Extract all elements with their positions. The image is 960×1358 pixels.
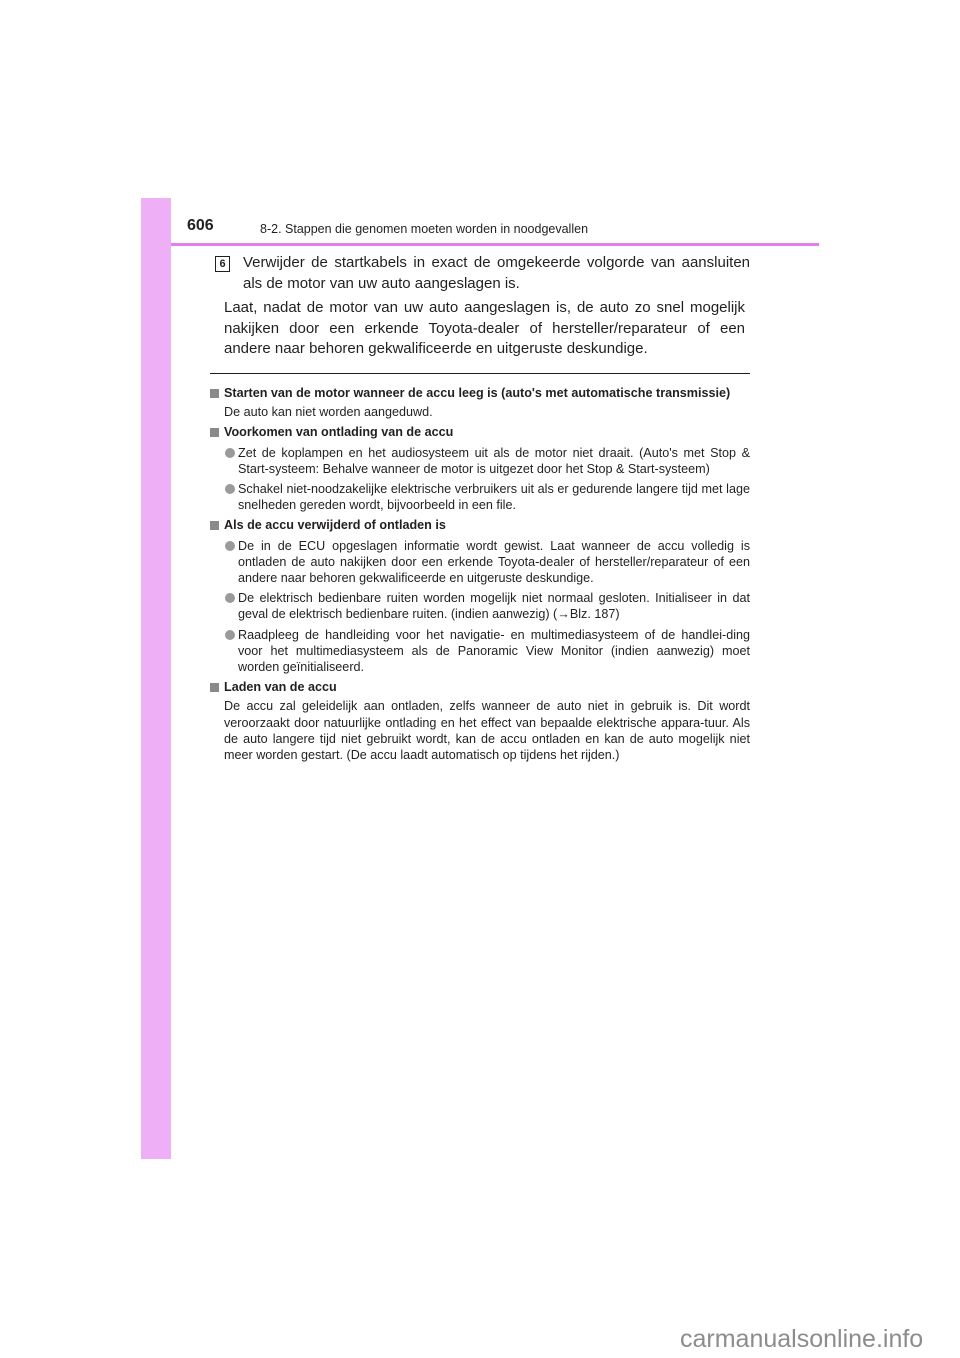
square-bullet-icon [210,521,219,530]
note-bullet: De in de ECU opgeslagen informatie wordt gewist. Laat wanneer de accu volledig is ontladen de auto nakijken door een erkende Toyota-dealer of hersteller/reparateur of een andere naar behoren gekwalificeerde en uitgeruste deskundige. [210,538,750,587]
section-divider [210,373,750,374]
circle-bullet-icon [225,541,235,551]
header-rule [171,243,819,246]
chapter-tab-bar [141,198,171,1159]
notes-section [210,381,750,763]
circle-bullet-icon [225,593,235,603]
note-heading: Voorkomen van ontlading van de accu [210,424,750,440]
circle-bullet-icon [225,448,235,458]
note-body: De auto kan niet worden aangeduwd. [224,405,433,420]
note-bullet: De elektrisch bedienbare ruiten worden mogelijk niet normaal gesloten. Initialiseer in dat geval de elektrisch bedienbare ruiten. (indien aanwezig) (→Blz. 187) [210,590,750,622]
circle-bullet-icon [225,484,235,494]
note-bullet: Zet de koplampen en het audiosysteem uit als de motor niet draait. (Auto's met Stop & Start-systeem: Behalve wanneer de motor is uitgezet door het Stop & Start-systeem) [210,445,750,477]
step-6 [215,253,750,294]
square-bullet-icon [210,683,219,692]
body-paragraph: Laat, nadat de motor van uw auto aangeslagen is, de auto zo snel mogelijk nakijken door een erkende Toyota-dealer of hersteller/reparateur of een andere naar behoren gekwalificeerde en uitgeruste deskundige. [224,299,745,357]
note-bullet: Schakel niet-noodzakelijke elektrische verbruikers uit als er gedurende langere tijd met lage snelheden gereden wordt, bijvoorbeeld in een file. [210,481,750,513]
note-heading: Als de accu verwijderd of ontladen is [210,517,750,533]
step-text: Verwijder de startkabels in exact de omgekeerde volgorde van aansluiten als de motor van uw auto aangeslagen is. [243,254,750,292]
note-heading: Laden van de accu [210,679,750,695]
note-body: De accu zal geleidelijk aan ontladen, zelfs wanneer de auto niet in gebruik is. Dit wordt veroorzaakt door natuurlijke ontlading en het effect van bepaalde elektrische appara-tuur. Als de auto langere tijd niet gebruikt wordt, kan de accu ontladen en kan de auto mogelijk niet meer worden gestart. (De accu laadt automatisch op tijdens het rijden.) [224,699,750,763]
watermark: carmanualsonline.info [680,1325,924,1353]
circle-bullet-icon [225,630,235,640]
square-bullet-icon [210,428,219,437]
note-bullet: Raadpleeg de handleiding voor het navigatie- en multimediasysteem of de handlei-ding voor het multimediasysteem als de Panoramic View Monitor (indien aanwezig) moet worden geïnitialiseerd. [210,627,750,676]
square-bullet-icon [210,389,219,398]
page-number: 606 [187,217,214,234]
note-heading: Starten van de motor wanneer de accu leeg is (auto's met automatische transmissie) [210,385,750,401]
step-number-box: 6 [215,256,230,272]
chapter-title: 8-2. Stappen die genomen moeten worden in noodgevallen [260,222,589,236]
